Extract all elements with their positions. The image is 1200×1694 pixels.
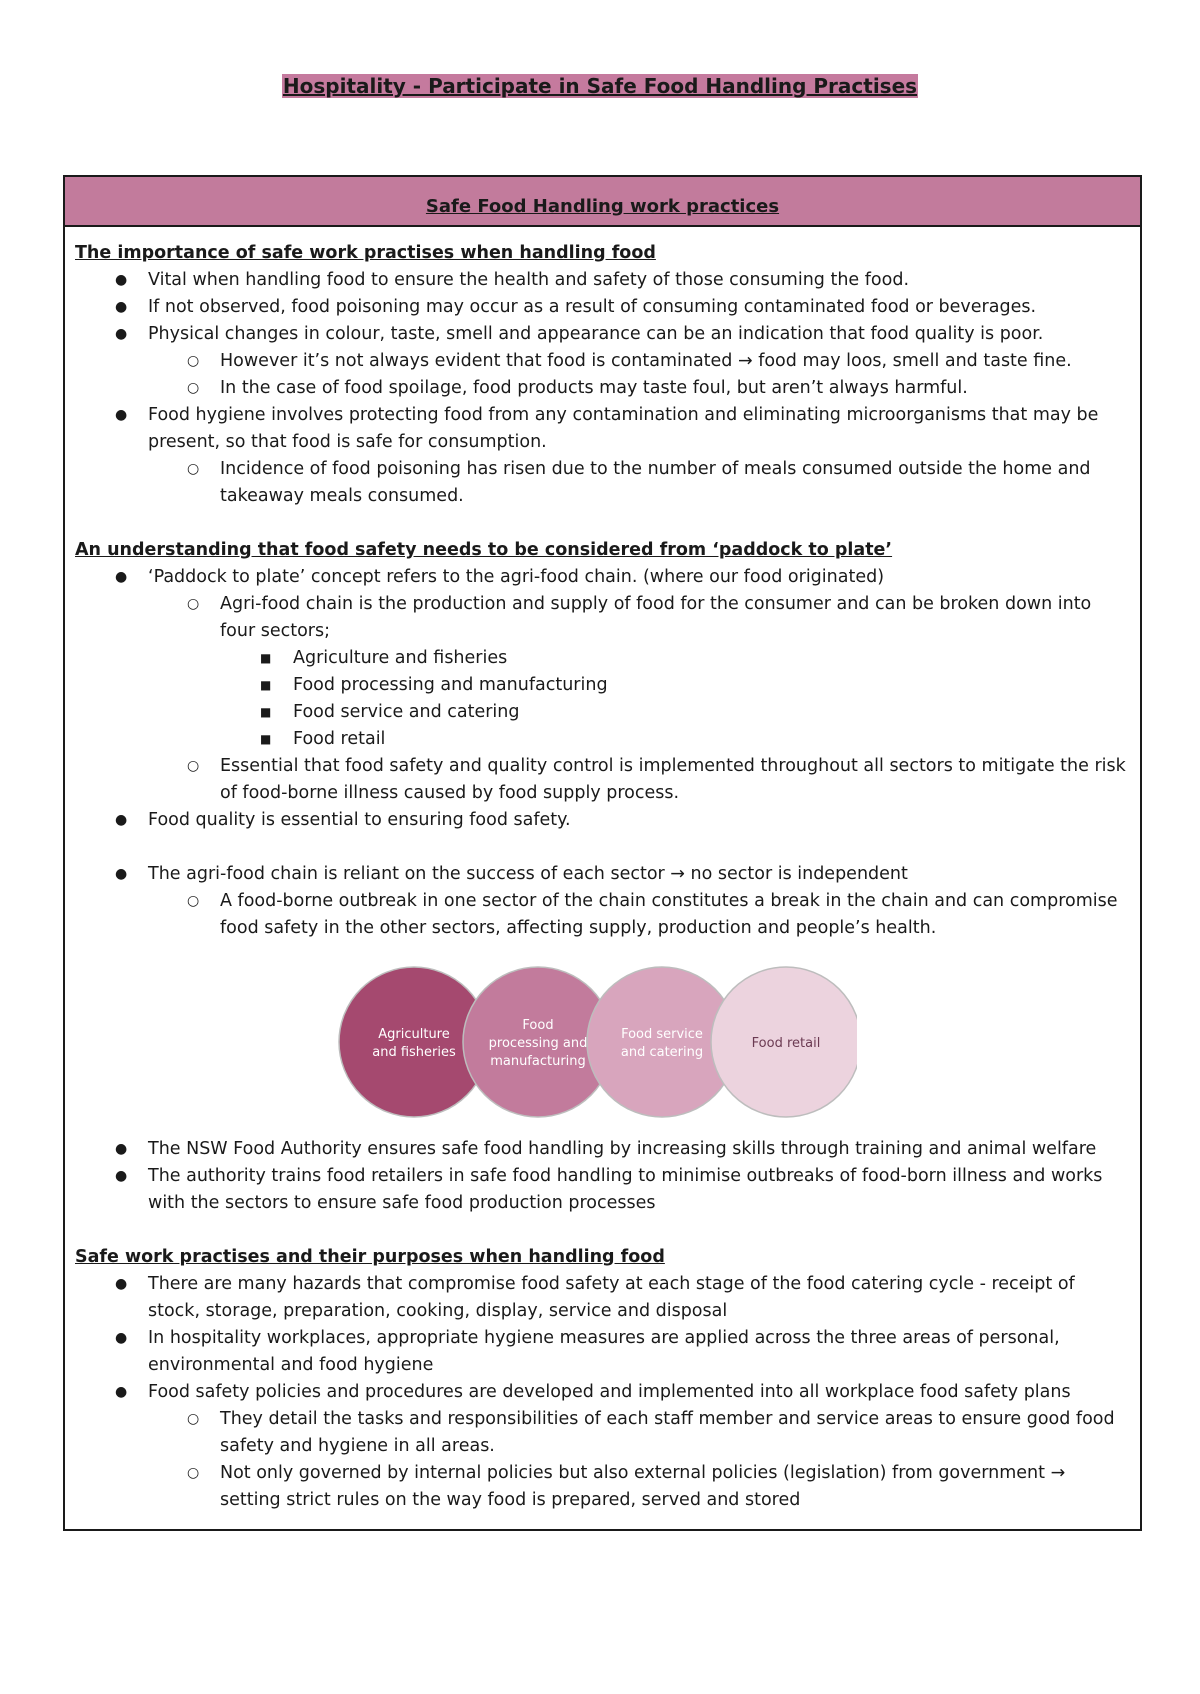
blank-line <box>75 834 1131 861</box>
bullet-circle-icon: ○ <box>187 893 200 909</box>
bullet-text: Food retail <box>293 729 386 749</box>
bullet-item <box>75 1325 1131 1379</box>
bullet-text: Essential that food safety and quality control is implemented throughout all sectors to mitigate the risk of food-borne illness caused by food supply process. <box>220 756 1126 803</box>
section-heading: An understanding that food safety needs to be considered from ‘paddock to plate’ <box>75 540 893 560</box>
bullet-disc-icon: ● <box>115 812 128 828</box>
agri-food-chain-svg <box>337 956 857 1132</box>
bullet-disc-icon: ● <box>115 569 128 585</box>
bullet-disc-icon: ● <box>115 866 128 882</box>
bullet-item <box>75 564 1131 591</box>
chain-sector-label: Food service <box>621 1027 703 1042</box>
chain-sector-label: processing and <box>488 1036 588 1051</box>
bullet-list <box>75 1136 1131 1217</box>
sub-sub-bullet-item <box>75 699 1131 726</box>
bullet-text: Agriculture and fisheries <box>293 648 508 668</box>
sub-sub-bullet-item <box>75 672 1131 699</box>
bullet-text: In hospitality workplaces, appropriate hygiene measures are applied across the three areas of personal, environmental and food hygiene <box>148 1328 1060 1375</box>
bullet-text: The authority trains food retailers in safe food handling to minimise outbreaks of food-born illness and works with the sectors to ensure safe food production processes <box>148 1166 1103 1213</box>
document-title-text: Hospitality - Participate in Safe Food Handling Practises <box>282 74 918 98</box>
chain-sector-label: manufacturing <box>490 1054 586 1069</box>
bullet-text: Agri-food chain is the production and supply of food for the consumer and can be broken down into four sectors; <box>220 594 1092 641</box>
sub-sub-bullet-item <box>75 726 1131 753</box>
chain-sector-label: Food <box>522 1018 554 1033</box>
bullet-item <box>75 861 1131 888</box>
sub-bullet-item <box>75 1406 1131 1460</box>
box-header-text: Safe Food Handling work practices <box>425 196 780 217</box>
bullet-text: Food processing and manufacturing <box>293 675 608 695</box>
sub-bullet-item <box>75 348 1131 375</box>
bullet-circle-icon: ○ <box>187 380 200 396</box>
sub-bullet-item <box>75 753 1131 807</box>
bullet-text: There are many hazards that compromise food safety at each stage of the food catering cycle - receipt of stock, storage, preparation, cooking, display, service and disposal <box>148 1274 1075 1321</box>
bullet-square-icon: ■ <box>260 705 272 719</box>
bullet-item <box>75 402 1131 456</box>
bullet-text: If not observed, food poisoning may occur as a result of consuming contaminated food or beverages. <box>148 297 1037 317</box>
section-heading: The importance of safe work practises when handling food <box>75 243 656 263</box>
sub-bullet-item <box>75 375 1131 402</box>
bullet-text: The agri-food chain is reliant on the success of each sector → no sector is independent <box>148 864 908 884</box>
bullet-text: Food service and catering <box>293 702 520 722</box>
bullet-item <box>75 807 1131 834</box>
bullet-item <box>75 1163 1131 1217</box>
chain-sector-label: and catering <box>620 1045 704 1060</box>
bullet-list <box>75 564 1131 942</box>
bullet-item <box>75 1379 1131 1406</box>
bullet-text: They detail the tasks and responsibilities of each staff member and service areas to ensure good food safety and hygiene in all areas. <box>220 1409 1115 1456</box>
bullet-text: The NSW Food Authority ensures safe food handling by increasing skills through training and animal welfare <box>148 1139 1097 1159</box>
spacer <box>75 1217 1131 1244</box>
bullet-circle-icon: ○ <box>187 1465 200 1481</box>
notes-content <box>65 227 1140 1514</box>
box-header <box>65 177 1140 227</box>
bullet-item <box>75 1136 1131 1163</box>
chain-sector-4 <box>711 967 857 1117</box>
bullet-disc-icon: ● <box>115 1168 128 1184</box>
bullet-text: Not only governed by internal policies but also external policies (legislation) from government → setting strict rules on the way food is prepared, served and stored <box>220 1463 1066 1510</box>
bullet-text: However it’s not always evident that food is contaminated → food may loos, smell and taste fine. <box>220 351 1072 371</box>
bullet-square-icon: ■ <box>260 651 272 665</box>
sub-bullet-item <box>75 1460 1131 1514</box>
section-heading: Safe work practises and their purposes when handling food <box>75 1247 665 1267</box>
agri-food-chain-diagram <box>75 956 1131 1132</box>
spacer <box>75 510 1131 537</box>
bullet-disc-icon: ● <box>115 299 128 315</box>
bullet-item <box>75 1271 1131 1325</box>
bullet-text: Food quality is essential to ensuring food safety. <box>148 810 571 830</box>
bullet-disc-icon: ● <box>115 1384 128 1400</box>
bullet-text: Incidence of food poisoning has risen due to the number of meals consumed outside the home and takeaway meals consumed. <box>220 459 1091 506</box>
bullet-disc-icon: ● <box>115 1330 128 1346</box>
bullet-circle-icon: ○ <box>187 758 200 774</box>
bullet-text: Food safety policies and procedures are developed and implemented into all workplace food safety plans <box>148 1382 1071 1402</box>
notes-box <box>63 175 1142 1531</box>
bullet-list <box>75 267 1131 510</box>
bullet-text: Physical changes in colour, taste, smell and appearance can be an indication that food quality is poor. <box>148 324 1044 344</box>
chain-sector-label: Food retail <box>751 1036 821 1051</box>
bullet-text: Food hygiene involves protecting food from any contamination and eliminating microorganisms that may be present, so that food is safe for consumption. <box>148 405 1099 452</box>
chain-sector-label: Agriculture <box>378 1027 450 1042</box>
bullet-circle-icon: ○ <box>187 1411 200 1427</box>
sub-bullet-item <box>75 456 1131 510</box>
bullet-item <box>75 321 1131 348</box>
bullet-text: Vital when handling food to ensure the health and safety of those consuming the food. <box>148 270 910 290</box>
bullet-disc-icon: ● <box>115 272 128 288</box>
bullet-circle-icon: ○ <box>187 461 200 477</box>
bullet-disc-icon: ● <box>115 407 128 423</box>
chain-sector-label: and fisheries <box>372 1045 456 1060</box>
bullet-square-icon: ■ <box>260 732 272 746</box>
document-title <box>0 74 1200 98</box>
bullet-text: In the case of food spoilage, food products may taste foul, but aren’t always harmful. <box>220 378 968 398</box>
sub-bullet-item <box>75 888 1131 942</box>
sub-bullet-item <box>75 591 1131 645</box>
bullet-text: ‘Paddock to plate’ concept refers to the agri-food chain. (where our food originated) <box>148 567 885 587</box>
bullet-circle-icon: ○ <box>187 353 200 369</box>
bullet-disc-icon: ● <box>115 326 128 342</box>
sub-sub-bullet-item <box>75 645 1131 672</box>
bullet-disc-icon: ● <box>115 1276 128 1292</box>
bullet-circle-icon: ○ <box>187 596 200 612</box>
bullet-item <box>75 267 1131 294</box>
bullet-list <box>75 1271 1131 1514</box>
bullet-disc-icon: ● <box>115 1141 128 1157</box>
bullet-text: A food-borne outbreak in one sector of the chain constitutes a break in the chain and can compromise food safety in the other sectors, affecting supply, production and people’s health. <box>220 891 1118 938</box>
bullet-item <box>75 294 1131 321</box>
bullet-square-icon: ■ <box>260 678 272 692</box>
